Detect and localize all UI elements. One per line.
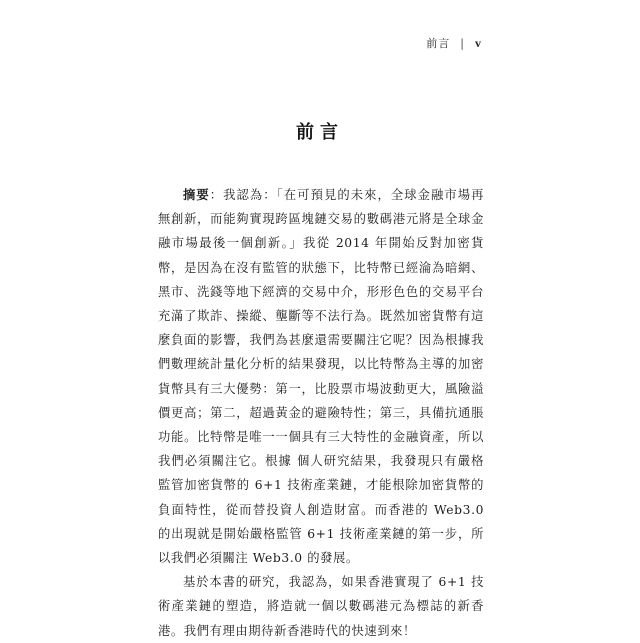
running-header-title: 前言 bbox=[426, 37, 451, 50]
paragraph-conclusion: 基於本書的研究，我認為，如果香港實現了 6+1 技術產業鏈的塑造，將造就一個以數碼港元為標誌的新香港。我們有理由期待新香港時代的快速到來！ bbox=[158, 575, 484, 638]
running-header bbox=[426, 35, 482, 51]
body-text bbox=[158, 183, 484, 643]
running-header-separator: | bbox=[460, 36, 465, 50]
page-number: v bbox=[475, 35, 482, 50]
paragraph-abstract bbox=[158, 183, 484, 570]
chapter-title: 前言 bbox=[296, 122, 344, 143]
abstract-label: 摘要 bbox=[183, 188, 210, 202]
abstract-text: ：我認為：「在可預見的未來，全球金融市場再無創新，而能夠實現跨區塊鏈交易的數碼港元將是全球金融市場最後一個創新。」我從 2014 年開始反對加密貨幣，是因為在沒有監管的狀態下，比特幣已經淪為暗網、黑市、洗錢等地下經濟的交易中介，形形色色的交易平台充滿了欺詐、操縱、壟斷等不法行為。既然加密貨幣有這麼負面的影響，我們為甚麼還需要關注它呢？因為根據我們數理統計量化分析的結果發現，以比特幣為主導的加密貨幣具有三大優勢：第一，比股票市場波動更大，風險溢價更高；第二，超過黃金的避險特性；第三，具備抗通脹功能。比特幣是唯一一個具有三大特性的金融資產，所以我們必須關注它。根據 個人研究結果，我發現只有嚴格監管加密貨幣的 6+1 技術產業鏈，才能根除加密貨幣的負面特性，從而替投資人創造財富。而香港的 Web3.0 的出現就是開始嚴格監管 6+1 技術產業鏈的第一步，所以我們必須關注 Web3.0 的發展。 bbox=[158, 188, 484, 566]
